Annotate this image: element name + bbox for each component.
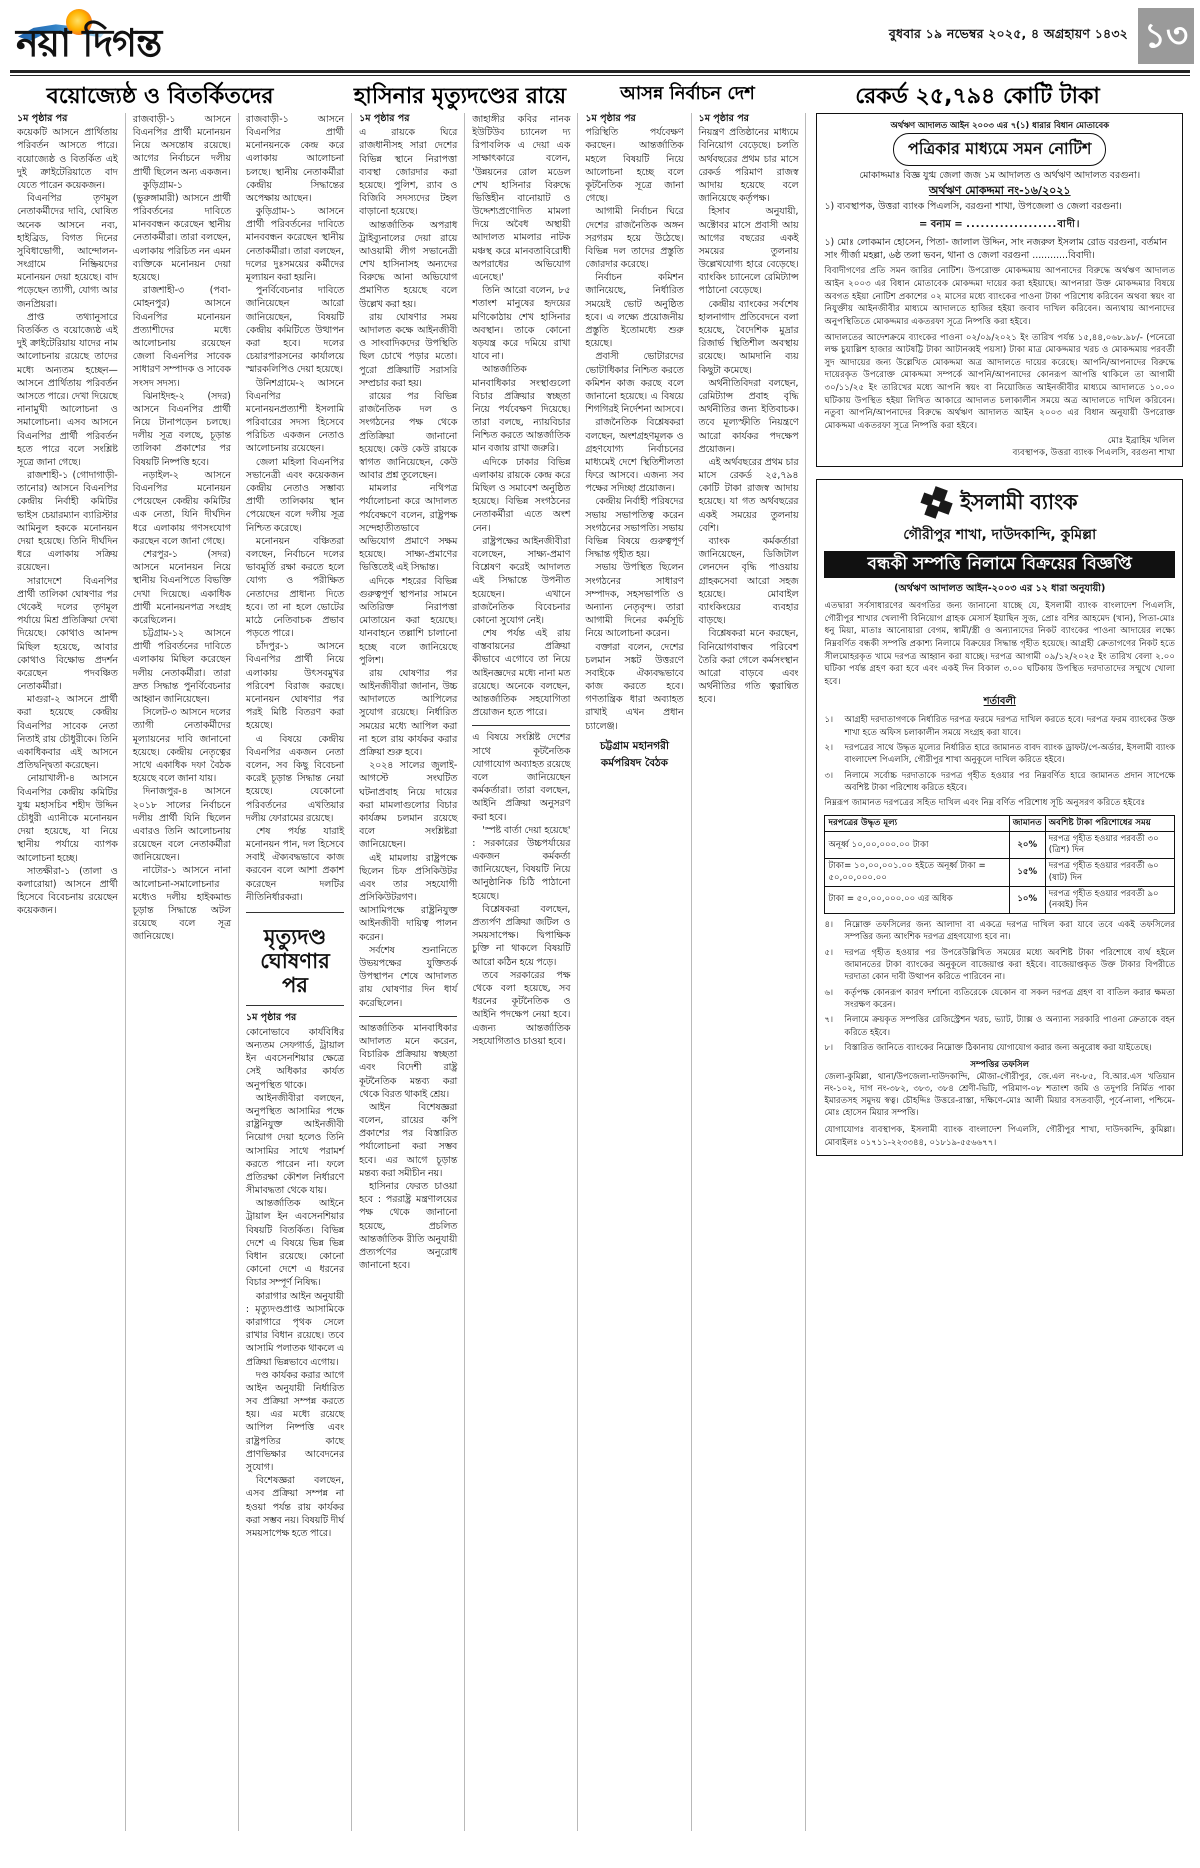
kicker-from-page-one: ১ম পৃষ্ঠার পর [698,112,749,124]
condition-item [824,947,1175,984]
ad-defendant: ১) মোঃ লোকমান হোসেন, পিতা- জালাল উদ্দিন, সাং নজরুল ইসলাম রোড বরগুনা, বর্তমান সাং গীর্জা মহল্লা, ৬ষ্ঠ তলা ভবন, থানা ও জেলা বরগুনা ............বিবাদী। [824,237,1168,261]
paragraph: মাগুরা-২ আসনে প্রার্থী করা হয়েছে কেন্দ্রীয় বিএনপির সাবেক নেতা নিতাই রায় চৌধুরীকে। তিনি একাধিকবার এই আসনে প্রতিদ্বন্দ্বিতা করেছেন। [17,694,118,772]
paragraph: সিলেট-৩ আসনে দলের ত্যাগী নেতাকর্মীদের মূল্যায়নের দাবি জানানো হয়েছে। কেন্দ্রীয় নেতৃত্বের সাথে একাধিক দফা বৈঠক হয়েছে বলে জানা যায়। [132,707,231,785]
paragraph: কয়েকটি আসনে প্রার্থিতায় পরিবর্তন আসতে পারে। বয়োজ্যেষ্ঠ ও বিতর্কিত এই দুই ক্রাইটেরিয়াতে বাদ যেতে পারেন কয়েকজন। [17,127,118,191]
paragraph: কোনোভাবে কার্যবিধির অন্যতম সেফগার্ড, ট্রায়াল ইন এবসেনশিয়ার ক্ষেত্রে সেই অধিকার কার্যত অনুপস্থিত থাকে। [245,1026,345,1091]
paragraph: এ রায়কে ঘিরে রাজধানীসহ সারা দেশের বিভিন্ন স্থানে নিরাপত্তা ব্যবস্থা জোরদার করা হয়েছে। পুলিশ, র‌্যাব ও বিজিবি সদস্যদের টহল বাড়ানো হয়েছে। [359,127,458,218]
column-5 [464,113,577,1831]
condition-text: কর্তৃপক্ষ কোনরূপ কারণ দর্শানো ব্যতিরেকে যেকোন বা সকল দরপত্র গ্রহণ বা বাতিল করার ক্ষমতা সংরক্ষণ করেন। [844,987,1175,1010]
condition-number: ৩। [824,770,834,781]
paragraph: আন্তর্জাতিক মানবাধিকার সংস্থাগুলো বিচার প্রক্রিয়ার স্বচ্ছতা নিয়ে পর্যবেক্ষণ দিয়েছে। তারা বলছে, ন্যায়বিচার নিশ্চিত করতে আন্তর্জাতিক মান বজায় রাখা জরুরি। [472,364,571,455]
paragraph: পরিস্থিতি পর্যবেক্ষণ করছেন। আন্তর্জাতিক মহলে বিষয়টি নিয়ে আলোচনা হচ্ছে বলে কূটনৈতিক সূত্রে জানা গেছে। [585,127,684,205]
paragraph: আন্তর্জাতিক আইনে ট্রায়াল ইন এবসেনশিয়ার বিষয়টি বিতর্কিত। বিভিন্ন দেশে এ বিষয়ে ভিন্ন ভিন্ন বিধান রয়েছে। কোনো কোনো দেশে এ ধরনের বিচার সম্পূর্ণ নিষিদ্ধ। [245,1198,345,1289]
masthead [0,0,1200,68]
paragraph: নড়াইল-২ আসনে বিএনপির মনোনয়ন পেয়েছেন কেন্দ্রীয় কমিটির এক নেতা, যিনি দীর্ঘদিন ধরে এলাকায় গণসংযোগ করছেন বলে জানা গেছে। [132,469,231,547]
mid-headline-block [246,912,344,1006]
subhead-chattogram: চট্টগ্রাম মহানগরী কর্মপরিষদ বৈঠক [599,739,669,769]
headline-record-crore: রেকর্ড ২৫,৭৯৪ কোটি টাকা [855,83,1100,109]
ad-notice-body-2: আদালতের আদেশক্রমে ব্যাংকের পাওনা ০২/০৯/২০২১ ইং তারিখ পর্যন্ত ১৫,৪৪,০৬৮.৯৮/- (পনেরো লক্ষ চুয়াল্লিশ হাজার আটষট্টি টাকা আটানব্বই পয়সা) টাকা মাত্র মোকদ্দমার খরচ ও মোকদ্দমায় পরবর্তী সুদ আদায়ের জন্য উল্লেখিত মোকদ্দমা অত্র আদালতে দায়ের করেছে। আপনি/আপনাদের বিরুদ্ধে দায়েরকৃত উপরোক্ত মোকদ্দমা সম্পর্কে আপনি/আপনাদের কোনরূপ আপত্তি থাকিলে তা আগামী ৩০/১১/২৫ ইং তারিখের মধ্যে আপনি স্বয়ং বা নিয়োজিত আইনজীবীর মাধ্যমে আদালতে ১০.০০ ঘটিকায় উপস্থিত হইয়া লিখিত আকারে আদালত চলাকালীন সময়ে অত্র আদালতে দাখিল করিবেন। নতুবা আপনি/আপনাদের বিরুদ্ধে অর্থঋণ আদালত আইন ২০০৩ এর বিধান অনুযায়ী উপরোক্ত মোকদ্দমা একতরফা সূত্রে নিষ্পত্তি করা হইবে। [824,332,1175,431]
cell-bid-amount: টাকা = ৫০,০০,০০০.০০ এর অধিক [825,886,1009,913]
ad-plaintiff-role: ...................বাদী। [966,219,1081,231]
kicker-from-page-one: ১ম পৃষ্ঠার পর [585,112,636,124]
cell-bid-amount: টাকা= ১০,০০,০০১.০০ হইতে অনূর্ধ্ব টাকা = ৫০,০০,০০০.০০ [825,859,1009,886]
condition-text: দরপত্রের সাথে উদ্ধৃত মূল্যের নির্ধারিত হারে জামানত বাবদ ব্যাংক ড্রাফট/পে-অর্ডার, ইসলামী ব্যাংক বাংলাদেশ পিএলসি, গৌরীপুর শাখা অনুকূলে দাখিল করিতে হইবে। [844,742,1175,766]
paragraph: রাজবাড়ী-১ আসনে বিএনপির প্রার্থী মনোনয়ন নিয়ে অসন্তোষ রয়েছে। আগের নির্বাচনে দলীয় প্রার্থী ছিলেন অন্য একজন। [132,113,231,178]
paragraph: এ বিষয়ে সংশ্লিষ্ট দেশের সাথে কূটনৈতিক যোগাযোগ অব্যাহত রয়েছে বলে জানিয়েছেন কর্মকর্তারা। তারা বলছেন, আইনি প্রক্রিয়া অনুসরণ করা হবে। [472,732,571,823]
paragraph: কারাগার আইন অনুযায়ী : মৃত্যুদণ্ডপ্রাপ্ত আসামিকে কারাগারে পৃথক সেলে রাখার বিধান রয়েছে। তবে আসামি পলাতক থাকলে এ প্রক্রিয়া ভিন্নভাবে এগোয়। [245,1290,345,1368]
paragraph: দণ্ড কার্যকর করার আগে আইন অনুযায়ী নির্ধারিত সব প্রক্রিয়া সম্পন্ন করতে হয়। এর মধ্যে রয়েছে আপিল নিষ্পত্তি এবং রাষ্ট্রপতির কাছে প্রাণভিক্ষার আবেদনের সুযোগ। [245,1369,345,1474]
schedule-text: জেলা-কুমিল্লা, থানা/উপজেলা-দাউদকান্দি, মৌজা-গৌরীপুর, জে.এল নং-৮৫, বি.আর.এস খতিয়ান নং-১০২, দাগ নং-৩৮২, ৩৮৩, ৩৮৪ শ্রেণী-ভিটি, পরিমাণ-০৮ শতাংশ জমি ও তদুপরি নির্মিত পাকা ইমারতসহ সমুদয় স্বত্ব। চৌহদ্দিঃ উত্তরে-রাস্তা, দক্ষিণে-মোঃ আলী মিয়ার বসতবাড়ী, পূর্বে-নালা, পশ্চিমে-মোঃ হোসেন মিয়ার সম্পত্তি। [824,1072,1175,1119]
paragraph: রায়ের পর বিভিন্ন রাজনৈতিক দল ও সংগঠনের পক্ষ থেকে প্রতিক্রিয়া জানানো হয়েছে। কেউ কেউ রায়কে স্বাগত জানিয়েছেন, কেউ আবার প্রশ্ন তুলেছেন। [359,390,458,482]
table-row [825,886,1175,913]
paragraph: চট্টগ্রাম-১২ আসনে প্রার্থী পরিবর্তনের দাবিতে এলাকায় মিছিল করেছেন দলীয় নেতাকর্মীরা। তারা দ্রুত সিদ্ধান্ত পুনর্বিবেচনার আহ্বান জানিয়েছেন। [132,628,231,706]
payment-schedule-table [824,815,1175,914]
paragraph: ঝিনাইদহ-২ (সদর) আসনে বিএনপির প্রার্থী নিয়ে টানাপড়েন চলছে। দলীয় সূত্র বলছে, চূড়ান্ত তালিকা প্রকাশের পর বিষয়টি নিষ্পত্তি হবে। [132,390,231,468]
paragraph: প্রবাসী ভোটারদের ভোটাধিকার নিশ্চিত করতে কমিশন কাজ করছে বলে জানানো হয়েছে। এ বিষয়ে শিগগিরই নির্দেশনা আসবে। [585,351,684,416]
logo-graphic [14,7,162,65]
condition-item [824,987,1175,1012]
paragraph: মামলার নথিপত্র পর্যালোচনা করে আদালত পর্যবেক্ষণে বলেন, রাষ্ট্রপক্ষ সন্দেহাতীতভাবে অভিযোগ প্রমাণে সক্ষম হয়েছে। সাক্ষ্য-প্রমাণের ভিত্তিতেই এই সিদ্ধান্ত। [359,483,458,574]
column-3 [238,113,351,1831]
table-row [825,832,1175,859]
condition-number: ৪। [824,920,833,931]
paragraph: রাষ্ট্রপক্ষের আইনজীবীরা বলেছেন, সাক্ষ্য-প্রমাণ বিশ্লেষণ করেই আদালত এই সিদ্ধান্তে উপনীত হয়েছেন। এখানে রাজনৈতিক বিবেচনার কোনো সুযোগ নেই। [472,535,571,626]
auction-law-reference: (অর্থঋণ আদালত আইন-২০০৩ এর ১২ ধারা অনুযায়ী) [894,583,1106,595]
schedule-title: সম্পত্তির তফসিল [970,1060,1030,1071]
paragraph: সারাদেশে বিএনপির প্রার্থী তালিকা ঘোষণার পর থেকেই দলের তৃণমূল পর্যায়ে মিশ্র প্রতিক্রিয়া দেখা দিয়েছে। কোথাও আনন্দ মিছিল হয়েছে, আবার কোথাও বিক্ষোভ প্রদর্শন করেছেন পদবঞ্চিত নেতাকর্মীরা। [17,575,118,693]
table-header-row [825,815,1175,831]
cell-payment-time: দরপত্র গৃহীত হওয়ার পরবর্তী ৩০ (ত্রিশ) দিন [1045,832,1174,859]
kicker-from-page-one: ১ম পৃষ্ঠার পর [359,112,410,124]
condition-item [824,1014,1175,1039]
table-row [825,859,1175,886]
paragraph: বিশেষজ্ঞরা বলছেন, এসব প্রক্রিয়া সম্পন্ন না হওয়া পর্যন্ত রায় কার্যকর করা সম্ভব নয়। বিষয়টি দীর্ঘ সময়সাপেক্ষ হতে পারে। [245,1475,345,1539]
paragraph: প্রাপ্ত তথ্যানুসারে বিতর্কিত ও বয়োজ্যেষ্ঠ এই দুই ক্রাইটেরিয়ায় যাদের নাম আলোচনায় রয়েছে তাদের মধ্যে অন্যতম হচ্ছেন— আসনে প্রার্থিতায় পরিবর্তন আসতে পারে। দেখা দিয়েছে নানামুখী আলোচনা ও সমালোচনা। এসব আসনে বিএনপির প্রার্থী পরিবর্তন হতে পারে বলে সংশ্লিষ্ট সূত্রে জানা গেছে। [17,311,118,468]
condition-number: ৭। [824,1015,834,1026]
condition-number: ২। [824,742,834,753]
table-intro: নিম্নরূপ জামানত দরপত্রের সহিত দাখিল এবং নিম্ন বর্ণিত পরিশোধ সূচি অনুসরণ করিতে হইবেঃ [824,798,1146,809]
headline-election: আসন্ন নির্বাচন দেশ [620,82,755,104]
ad-summons-notice[interactable] [816,113,1183,467]
ad-title-pill: পত্রিকার মাধ্যমে সমন নোটিশ [893,133,1106,166]
bank-header [824,486,1175,521]
masthead-rule-thick [10,70,1190,73]
column-4 [351,113,464,1831]
auction-intro: এতদ্বারা সর্বসাধারণের অবগতির জন্য জানানো যাচ্ছে যে, ইসলামী ব্যাংক বাংলাদেশ পিএলসি, গৌরীপুর শাখার খেলাপী বিনিয়োগ গ্রাহক মেসার্স ইয়াছিন সুজ, প্রোঃ বশির আহমেদ (খান), পিতা-মোঃ ধনু মিয়া, মাতাঃ আনোয়ারা বেগম, স্বামী/স্ত্রী ও অন্যান্যদের নিকট ব্যাংকের পাওনা আদায়ের লক্ষ্যে নিম্নবর্ণিত বন্ধকী সম্পত্তি প্রকাশ্য নিলামে বিক্রয়ের সিদ্ধান্ত গৃহীত হয়েছে। আগ্রহী ক্রেতাগণের নিকট হতে সীলমোহরকৃত খামে দরপত্র আহ্বান করা যাচ্ছে। দরপত্র আগামী ০৯/১২/২০২৫ ইং তারিখ বেলা ২.০০ ঘটিকা পর্যন্ত গ্রহণ করা হবে এবং একই দিন বিকাল ৩.০০ ঘটিকায় উপস্থিত দরদাতাদের সম্মুখে খোলা হবে। [824,601,1175,687]
paragraph: কুড়িগ্রাম-১ (ভুরুঙ্গামারী) আসনে প্রার্থী পরিবর্তনের দাবিতে মানববন্ধন করেছেন স্থানীয় নেতাকর্মীরা। তারা বলছেন, এলাকায় পরিচিত নন এমন ব্যক্তিকে মনোনয়ন দেয়া হয়েছে। [132,179,231,284]
paragraph: তিনি আরো বলেন, ৮৫ শতাংশ মানুষের হৃদয়ের মণিকোঠায় শেখ হাসিনার অবস্থান। তাকে কোনো ষড়যন্ত্র করে দমিয়ে রাখা যাবে না। [472,285,571,363]
schedule-block [824,1059,1175,1119]
condition-item [824,714,1175,739]
paragraph: বিশ্লেষকরা মনে করছেন, বিনিয়োগবান্ধব পরিবেশ তৈরি করা গেলে কর্মসংস্থান আরো বাড়বে এবং অর্থনীতির গতি ত্বরান্বিত হবে। [698,628,799,706]
paragraph: আইন বিশেষজ্ঞরা বলেন, রায়ের কপি প্রকাশের পর বিস্তারিত পর্যালোচনা করা সম্ভব হবে। এর আগে চূড়ান্ত মন্তব্য করা সমীচীন নয়। [359,1101,458,1179]
column-divider [472,725,570,726]
condition-item [824,919,1175,944]
conditions-title: শর্তাবলী [983,696,1016,708]
cell-payment-time: দরপত্র গৃহীত হওয়ার পরবর্তী ৬০ (ষাট) দিন [1045,859,1174,886]
ad-signature-title: ব্যবস্থাপক, উত্তরা ব্যাংক পিএলসি, বরগুনা শাখা [1012,448,1175,459]
condition-text: আগ্রহী দরদাতাগণকে নির্ধারিত দরপত্র ফরমে দরপত্র দাখিল করতে হবে। দরপত্র ফরম ব্যাংকের উক্ত শাখা হতে অফিস চলাকালীন সময়ে সংগ্রহ করা যাবে। [844,715,1175,738]
condition-text: নিম্নোক্ত তফসিলের জন্য আলাদা বা একত্রে দরপত্র দাখিল করা যাবে তবে একই তফসিলের সম্পত্তির জন্য আংশিক দরপত্র গ্রহণযোগ্য হবে না। [844,920,1175,943]
kicker-from-page-one: ১ম পৃষ্ঠার পর [245,1012,297,1024]
condition-number: ১। [824,715,833,726]
paragraph: ২০২৪ সালের জুলাই-আগস্টে সংঘটিত ঘটনাপ্রবাহ নিয়ে দায়ের করা মামলাগুলোর বিচার কার্যক্রম চলমান রয়েছে বলে সংশ্লিষ্টরা জানিয়েছেন। [359,760,458,851]
th-deposit: জামানত [1009,815,1045,831]
paragraph: এদিকে ঢাকার বিভিন্ন এলাকায় রায়কে কেন্দ্র করে মিছিল ও সমাবেশ অনুষ্ঠিত হয়েছে। বিভিন্ন সংগঠনের নেতাকর্মীরা এতে অংশ নেন। [472,456,571,534]
column-7 [691,113,806,1831]
paragraph: রায় ঘোষণার পর আইনজীবীরা জানান, উচ্চ আদালতে আপিলের সুযোগ রয়েছে। নির্ধারিত সময়ের মধ্যে আপিল করা না হলে রায় কার্যকর করার প্রক্রিয়া শুরু হবে। [359,667,458,758]
paragraph: পুনর্বিবেচনার দাবিতে জানিয়েছেন আরো জানিয়েছেন, বিষয়টি কেন্দ্রীয় কমিটিতে উত্থাপন করা হবে। দলের চেয়ারপারসনের কার্যালয়ে স্মারকলিপিও দেয়া হয়েছে। [245,285,345,376]
cell-deposit: ১৫% [1009,859,1045,886]
paragraph: এ বিষয়ে কেন্দ্রীয় বিএনপির একজন নেতা বলেন, সব কিছু বিবেচনা করেই চূড়ান্ত সিদ্ধান্ত নেয়া হয়েছে। যেকোনো পরিবর্তনের এখতিয়ার দলীয় ফোরামের রয়েছে। [245,733,345,824]
paragraph: উনিশগ্রামে-২ আসনে বিএনপির মনোনয়নপ্রত্যাশী ইসলামি পরিবারের সদস্য হিসেবে পরিচিত একজন নেতাও আলোচনায় রয়েছেন। [245,377,345,455]
paragraph: অর্থনীতিবিদরা বলছেন, রেমিট্যান্স প্রবাহ বৃদ্ধি অর্থনীতির জন্য ইতিবাচক। তবে মূল্যস্ফীতি নিয়ন্ত্রণে আরো কার্যকর পদক্ষেপ প্রয়োজন। [698,377,799,455]
paragraph: সর্বশেষ শুনানিতে উভয়পক্ষের যুক্তিতর্ক উপস্থাপন শেষে আদালত রায় ঘোষণার দিন ধার্য করেছিলেন। [359,944,458,1009]
paragraph: কেন্দ্রীয় ব্যাংকের সর্বশেষ হালনাগাদ প্রতিবেদনে বলা হয়েছে, বৈদেশিক মুদ্রার রিজার্ভ স্থিতিশীল অবস্থায় রয়েছে। আমদানি ব্যয় কিছুটা কমেছে। [698,298,799,376]
paragraph: বিএনপির তৃণমূল নেতাকর্মীদের দাবি, ঘোষিত অনেক আসনে নব্য, হাইব্রিড, বিগত দিনের সুবিধাভোগী, আন্দোলন-সংগ্রামে নিষ্ক্রিয়দের মনোনয়ন দেয়া হয়েছে। বাদ পড়েছেন ত্যাগী, যোগ্য আর জনপ্রিয়রা। [17,193,118,310]
condition-number: ৫। [824,947,833,958]
paragraph: শেরপুর-১ (সদর) আসনে মনোনয়ন নিয়ে স্থানীয় বিএনপিতে বিভক্তি দেখা দিয়েছে। একাধিক প্রার্থী মনোনয়নপত্র সংগ্রহ করেছিলেন। [132,548,231,626]
paragraph: রাজশাহী-১ (গোদাগাড়ী-তানোর) আসনে বিএনপির কেন্দ্রীয় নির্বাহী কমিটির ভাইস চেয়ারম্যান ব্যারিস্টার আমিনুল হককে মনোনয়ন দেয়া হয়েছে। তিনি দীর্ঘদিন ধরে এলাকায় সক্রিয় রয়েছেন। [17,470,118,574]
condition-text: বিস্তারিত জানিতে ব্যাংকের নিম্নোক্ত ঠিকানায় যোগাযোগ করার জন্য অনুরোধ করা যাইতেছে। [844,1042,1152,1053]
th-payment-time: অবশিষ্ট টাকা পরিশোধের সময় [1045,815,1174,831]
ad-versus-label: = বনাম = [918,219,963,231]
ad-case-number: অর্থঋণ মোকদ্দমা নং-১৬/২০২১ [928,184,1071,198]
kicker-from-page-one: ১ম পৃষ্ঠার পর [17,112,68,124]
column-2 [125,113,238,1831]
cell-deposit: ২০% [1009,832,1045,859]
paragraph: আন্তর্জাতিক অপরাধ ট্রাইব্যুনালের দেয়া রায়ে আওয়ামী লীগ সভানেত্রী শেখ হাসিনাসহ অন্যদের বিরুদ্ধে আনা অভিযোগ প্রমাণিত হয়েছে বলে উল্লেখ করা হয়। [359,219,458,310]
condition-number: ৮। [824,1042,833,1053]
paragraph: এদিকে শহরের বিভিন্ন গুরুত্বপূর্ণ স্থাপনার সামনে অতিরিক্ত নিরাপত্তা মোতায়েন করা হয়েছে। যানবাহনে তল্লাশি চালানো হচ্ছে বলে জানিয়েছে পুলিশ। [359,575,458,666]
advertisement-column [805,113,1190,1831]
auction-title: বন্ধকী সম্পত্তি নিলামে বিক্রয়ের বিজ্ঞপ্তি [824,551,1175,578]
paragraph: শেষ পর্যন্ত যারাই মনোনয়ন পান, দল হিসেবে সবাই ঐক্যবদ্ধভাবে কাজ করবেন বলে আশা প্রকাশ করেছেন দলটির নীতিনির্ধারকরা। [245,825,345,903]
ad-law-reference: অর্থঋণ আদালত আইন ২০০৩ এর ৭(১) ধারার বিধান মোতাবেক [890,119,1109,130]
paragraph: রায় ঘোষণার সময় আদালত কক্ষে আইনজীবী ও সাংবাদিকদের উপস্থিতি ছিল চোখে পড়ার মতো। পুরো প্রক্রিয়াটি সরাসরি সম্প্রচার করা হয়। [359,311,458,389]
paragraph: চাঁদপুর-১ আসনে বিএনপির প্রার্থী নিয়ে এলাকায় উৎসবমুখর পরিবেশ বিরাজ করছে। মনোনয়ন ঘোষণার পর পরই মিষ্টি বিতরণ করা হয়েছে। [245,641,345,732]
ad-notice-body: বিবাদীগণের প্রতি সমন জারির নোটিশ। উপরোক্ত মোকদ্দমায় আপনাদের বিরুদ্ধে অর্থঋণ আদালত আইন ২০০৩ এর বিধান মোতাবেক মোকদ্দমা দায়ের করা হইয়াছে। আপনারা উক্ত মোকদ্দমার বিষয়ে অবগত হইয়া নোটিশ প্রকাশের ০২ মাসের মধ্যে ব্যাংকের পাওনা টাকা পরিশোধ করিবেন অথবা স্বয়ং বা নিযুক্তীয় আইনজীবীর মাধ্যমে আদালতে হাজির হইয়া জবাব দাখিল করিবেন। অন্যথায় আপনাদের অনুপস্থিতিতে মোকদ্দমার একতরফা সূত্রে নিষ্পত্তি করা হইবে। [824,266,1175,327]
paragraph: মনোনয়ন বঞ্চিতরা বলছেন, নির্বাচনে দলের ভাবমূর্তি রক্ষা করতে হলে যোগ্য ও পরীক্ষিত নেতাদের প্রাধান্য দিতে হবে। তা না হলে ভোটের মাঠে নেতিবাচক প্রভাব পড়তে পারে। [245,535,345,640]
cell-bid-amount: অনূর্ধ্ব ১০,০০,০০০.০০ টাকা [825,832,1009,859]
condition-text: নিলামে ক্রয়কৃত সম্পত্তির রেজিস্ট্রেশন খরচ, ভ্যাট, ট্যাক্স ও অন্যান্য সরকারি পাওনা ক্রেতাকে বহন করিতে হইবে। [844,1015,1175,1038]
paragraph: সভায় উপস্থিত ছিলেন সংগঠনের সাধারণ সম্পাদক, সহসভাপতি ও অন্যান্য নেতৃবৃন্দ। তারা আগামী দিনের কর্মসূচি নিয়ে আলোচনা করেন। [585,562,684,640]
condition-item [824,742,1175,767]
paragraph: বিশ্লেষকরা বলছেন, প্রত্যর্পণ প্রক্রিয়া জটিল ও সময়সাপেক্ষ। দ্বিপাক্ষিক চুক্তি না থাকলে বিষয়টি আরো কঠিন হয়ে পড়ে। [472,903,571,968]
paragraph: নির্বাচন কমিশন জানিয়েছে, নির্ধারিত সময়েই ভোট অনুষ্ঠিত হবে। এ লক্ষ্যে প্রয়োজনীয় প্রস্তুতি ইতোমধ্যে শুরু হয়েছে। [585,272,684,350]
column-1 [10,113,125,1831]
paragraph: হিসাব অনুযায়ী, অক্টোবর মাসে প্রবাসী আয় আগের বছরের একই সময়ের তুলনায় উল্লেখযোগ্য হারে বেড়েছে। ব্যাংকিং চ্যানেলে রেমিট্যান্স পাঠানো বেড়েছে। [698,206,799,297]
condition-text: দরপত্র গৃহীত হওয়ার পর উপরেউল্লিখিত সময়ের মধ্যে অবশিষ্ট টাকা পরিশোধে ব্যর্থ হইলে জামানতের টাকা ব্যাংকের অনুকূলে বাজেয়াপ্ত করা হইবে। বাজেয়াপ্তকৃত উক্ত টাকার বিপরীতে দরদাতা কোন দাবী উত্থাপন করিতে পারিবেন না। [844,947,1175,983]
paragraph: রাজবাড়ী-১ আসনে বিএনপির প্রার্থী মনোনয়নকে কেন্দ্র করে এলাকায় আলোচনা চলছে। স্থানীয় নেতাকর্মীরা কেন্দ্রীয় সিদ্ধান্তের অপেক্ষায় আছেন। [245,113,345,204]
paragraph: 'স্পষ্ট বার্তা দেয়া হয়েছে' : সরকারের উচ্চপর্যায়ের একজন কর্মকর্তা জানিয়েছেন, বিষয়টি নিয়ে আনুষ্ঠানিক চিঠি পাঠানো হয়েছে। [472,824,571,902]
th-bid-amount: দরপত্রের উদ্ধৃত মূল্য [825,815,1009,831]
paragraph: শেষ পর্যন্ত এই রায় বাস্তবায়নের প্রক্রিয়া কীভাবে এগোবে তা নিয়ে আইনজ্ঞদের মধ্যে নানা মত রয়েছে। অনেকে বলছেন, আন্তর্জাতিক সহযোগিতা প্রয়োজন হতে পারে। [472,628,571,719]
paragraph: নোয়াখালী-৪ আসনে বিএনপির কেন্দ্রীয় কমিটির যুগ্ম মহাসচিব শহীদ উদ্দিন চৌধুরী এ্যানীকে মনোনয়ন দেয়া হয়েছে, যা নিয়ে স্থানীয় পর্যায়ে ব্যাপক আলোচনা হচ্ছে। [17,773,118,864]
cell-payment-time: দরপত্র গৃহীত হওয়ার পরবর্তী ৯০ (নব্বই) দিন [1045,886,1174,913]
paragraph: এই অর্থবছরের প্রথম চার মাসে রেকর্ড ২৫,৭৯৪ কোটি টাকা রাজস্ব আদায় হয়েছে। যা গত অর্থবছরের একই সময়ের তুলনায় বেশি। [698,456,799,534]
condition-item [824,1042,1175,1054]
paragraph: নিয়ন্ত্রণ প্রতিষ্ঠানের মাধ্যমে বিনিয়োগ বেড়েছে। চলতি অর্থবছরের প্রথম চার মাসে রেকর্ড পরিমাণ রাজস্ব আদায় হয়েছে বলে জানিয়েছে কর্তৃপক্ষ। [698,127,799,205]
contact-info: যোগাযোগঃ ব্যবস্থাপক, ইসলামী ব্যাংক বাংলাদেশ পিএলসি, গৌরীপুর শাখা, দাউদকান্দি, কুমিল্লা। মোবাইলঃ ০১৭১১-২২৩৩৪৪, ০১৮১৯-৫৫৬৬৭৭। [824,1125,1175,1148]
paragraph: হাসিনার ফেরত চাওয়া হবে : পররাষ্ট্র মন্ত্রণালয়ের পক্ষ থেকে জানানো হয়েছে, প্রচলিত আন্তর্জাতিক রীতি অনুযায়ী প্রত্যর্পণের অনুরোধ জানানো হবে। [359,1181,458,1272]
paragraph: কেন্দ্রীয় নির্বাহী পরিষদের সভায় সভাপতিত্ব করেন সংগঠনের সভাপতি। সভায় বিভিন্ন বিষয়ে গুরুত্বপূর্ণ সিদ্ধান্ত গৃহীত হয়। [585,496,684,561]
column-divider [359,1016,457,1017]
paragraph: তবে সরকারের পক্ষ থেকে বলা হয়েছে, সব ধরনের কূটনৈতিক ও আইনি পদক্ষেপ নেয়া হবে। এজন্য আন্তর্জাতিক সহযোগিতাও চাওয়া হবে। [472,969,571,1047]
bank-branch: গৌরীপুর শাখা, দাউদকান্দি, কুমিল্লা [903,526,1097,543]
column-6 [577,113,690,1831]
ad-plaintiff: ১) ব্যবস্থাপক, উত্তরা ব্যাংক পিএলসি, বরগুনা শাখা, উপজেলা ও জেলা বরগুনা। [824,201,1122,213]
condition-text: নিলামে সর্বোচ্চ দরদাতাকে দরপত্র গৃহীত হওয়ার পর নিম্নবর্ণিত হারে জামানত প্রদান সাপেক্ষে অবশিষ্ট টাকা পরিশোধ করিতে হইবে। [844,770,1175,793]
paragraph: ব্যাংক কর্মকর্তারা জানিয়েছেন, ডিজিটাল লেনদেন বৃদ্ধি পাওয়ায় গ্রাহকসেবা আরো সহজ হয়েছে। মোবাইল ব্যাংকিংয়ের ব্যবহার বাড়ছে। [698,536,799,627]
ad-signature-name: মোঃ ইব্রাহিম খলিল [1107,436,1175,447]
column-grid [0,111,1200,1841]
ad-court-line: মোকাদ্দমাঃ বিজ্ঞ যুগ্ম জেলা জজ ১ম আদালত ও অর্থঋণ আদালত বরগুনা। [859,169,1141,181]
paragraph: বক্তারা বলেন, দেশের চলমান সঙ্কট উত্তরণে সবাইকে ঐক্যবদ্ধভাবে কাজ করতে হবে। গণতান্ত্রিক ধারা অব্যাহত রাখাই এখন প্রধান চ্যালেঞ্জ। [585,641,684,732]
paragraph: জাহাঙ্গীর কবির নানক ইউটিউব চ্যানেল দ্য রিপাবলিক এ দেয়া এক সাক্ষাৎকারে বলেন, 'উন্নয়নের রোল মডেল শেখ হাসিনার বিরুদ্ধে ভিত্তিহীন বানোয়াট ও উদ্দেশ্যপ্রণোদিত মামলা দিয়ে অবৈধ অস্থায়ী আদালত মামলার নাটক মঞ্চস্থ করে মানবতাবিরোধী অপরাধের অভিযোগ এনেছে।' [472,113,571,284]
paragraph: রাজনৈতিক বিশ্লেষকরা বলছেন, অংশগ্রহণমূলক ও গ্রহণযোগ্য নির্বাচনের মাধ্যমেই দেশে স্থিতিশীলতা ফিরে আসবে। এজন্য সব পক্ষের সদিচ্ছা প্রয়োজন। [585,417,684,495]
condition-item [824,770,1175,795]
paragraph: দিনাজপুর-৪ আসনে ২০১৮ সালের নির্বাচনে দলীয় প্রার্থী যিনি ছিলেন এবারও তিনি আলোচনায় রয়েছেন বলে নেতাকর্মীরা জানিয়েছেন। [132,786,231,864]
mid-headline: মৃত্যুদণ্ড ঘোষণার পর [260,925,330,998]
paragraph: আগামী নির্বাচন ঘিরে দেশের রাজনৈতিক অঙ্গন সরগরম হয়ে উঠেছে। বিভিন্ন দল তাদের প্রস্তুতি জোরদার করেছে। [585,206,684,271]
page-number-badge: ১৩ [1138,8,1194,64]
headline-hasina-verdict: হাসিনার মৃত্যুদণ্ডের রায়ে [353,83,567,109]
paragraph: রাজশাহী-৩ (পবা-মোহনপুর) আসনে বিএনপির মনোনয়ন প্রত্যাশীদের মধ্যে আলোচনায় রয়েছেন জেলা বিএনপির সাবেক সাধারণ সম্পাদক ও সাবেক সংসদ সদস্য। [132,285,231,389]
paragraph: আন্তর্জাতিক মানবাধিকার আদালত মনে করেন, বিচারিক প্রক্রিয়ায় স্বচ্ছতা এবং বিদেশী রাষ্ট্র কূটনৈতিক মন্তব্য করা থেকে বিরত থাকাই শ্রেয়। [359,1022,458,1100]
headline-boyojesto: বয়োজ্যেষ্ঠ ও বিতর্কিতদের [46,83,274,109]
paragraph: আইনজীবীরা বলছেন, অনুপস্থিত আসামির পক্ষে রাষ্ট্রনিযুক্ত আইনজীবী নিয়োগ দেয়া হলেও তিনি আসামির সাথে পরামর্শ করতে পারেন না। ফলে প্রতিরক্ষা কৌশল নির্ধারণে সীমাবদ্ধতা থেকে যায়। [245,1092,345,1197]
bank-name: ইসলামী ব্যাংক [960,489,1078,514]
ad-islami-bank-auction[interactable] [816,479,1183,1156]
ad-signature [824,436,1175,459]
ad-versus-row [824,217,1175,234]
headline-band [0,76,1200,111]
masthead-right [889,8,1196,64]
paragraph: কুড়িগ্রাম-১ আসনে প্রার্থী পরিবর্তনের দাবিতে মানববন্ধন করেছেন স্থানীয় নেতাকর্মীরা। তারা বলছেন, দলের দুঃসময়ের কর্মীদের মূল্যায়ন করা হয়নি। [245,206,345,284]
logo-wordmark: নয়া দিগন্ত [16,21,162,65]
paragraph: এই মামলায় রাষ্ট্রপক্ষে ছিলেন চিফ প্রসিকিউটর এবং তার সহযোগী প্রসিকিউটরগণ। আসামিপক্ষে রাষ্ট্রনিযুক্ত আইনজীবী দায়িত্ব পালন করেন। [359,852,458,943]
condition-number: ৬। [824,987,834,998]
newspaper-logo[interactable] [14,7,162,65]
paragraph: জেলা মহিলা বিএনপির সভানেত্রী এবং কয়েকজন কেন্দ্রীয় নেতাও সম্ভাব্য প্রার্থী তালিকায় স্থান পেয়েছেন বলে দলীয় সূত্র নিশ্চিত করেছে। [245,456,345,534]
paragraph: সাতক্ষীরা-১ (তালা ও কলারোয়া) আসনে প্রার্থী হিসেবে বিবেচনায় রয়েছেন কয়েকজন। [17,865,118,917]
paragraph: নাটোর-১ আসনে নানা আলোচনা-সমালোচনার মধ্যেও দলীয় হাইকমান্ড চূড়ান্ত সিদ্ধান্তে অটল রয়েছে বলে সূত্র জানিয়েছে। [132,865,231,943]
cell-deposit: ১০% [1009,886,1045,913]
islami-bank-logo-icon [922,488,952,518]
issue-date: বুধবার ১৯ নভেম্বর ২০২৫, ৪ অগ্রহায়ণ ১৪৩২ [888,26,1128,41]
